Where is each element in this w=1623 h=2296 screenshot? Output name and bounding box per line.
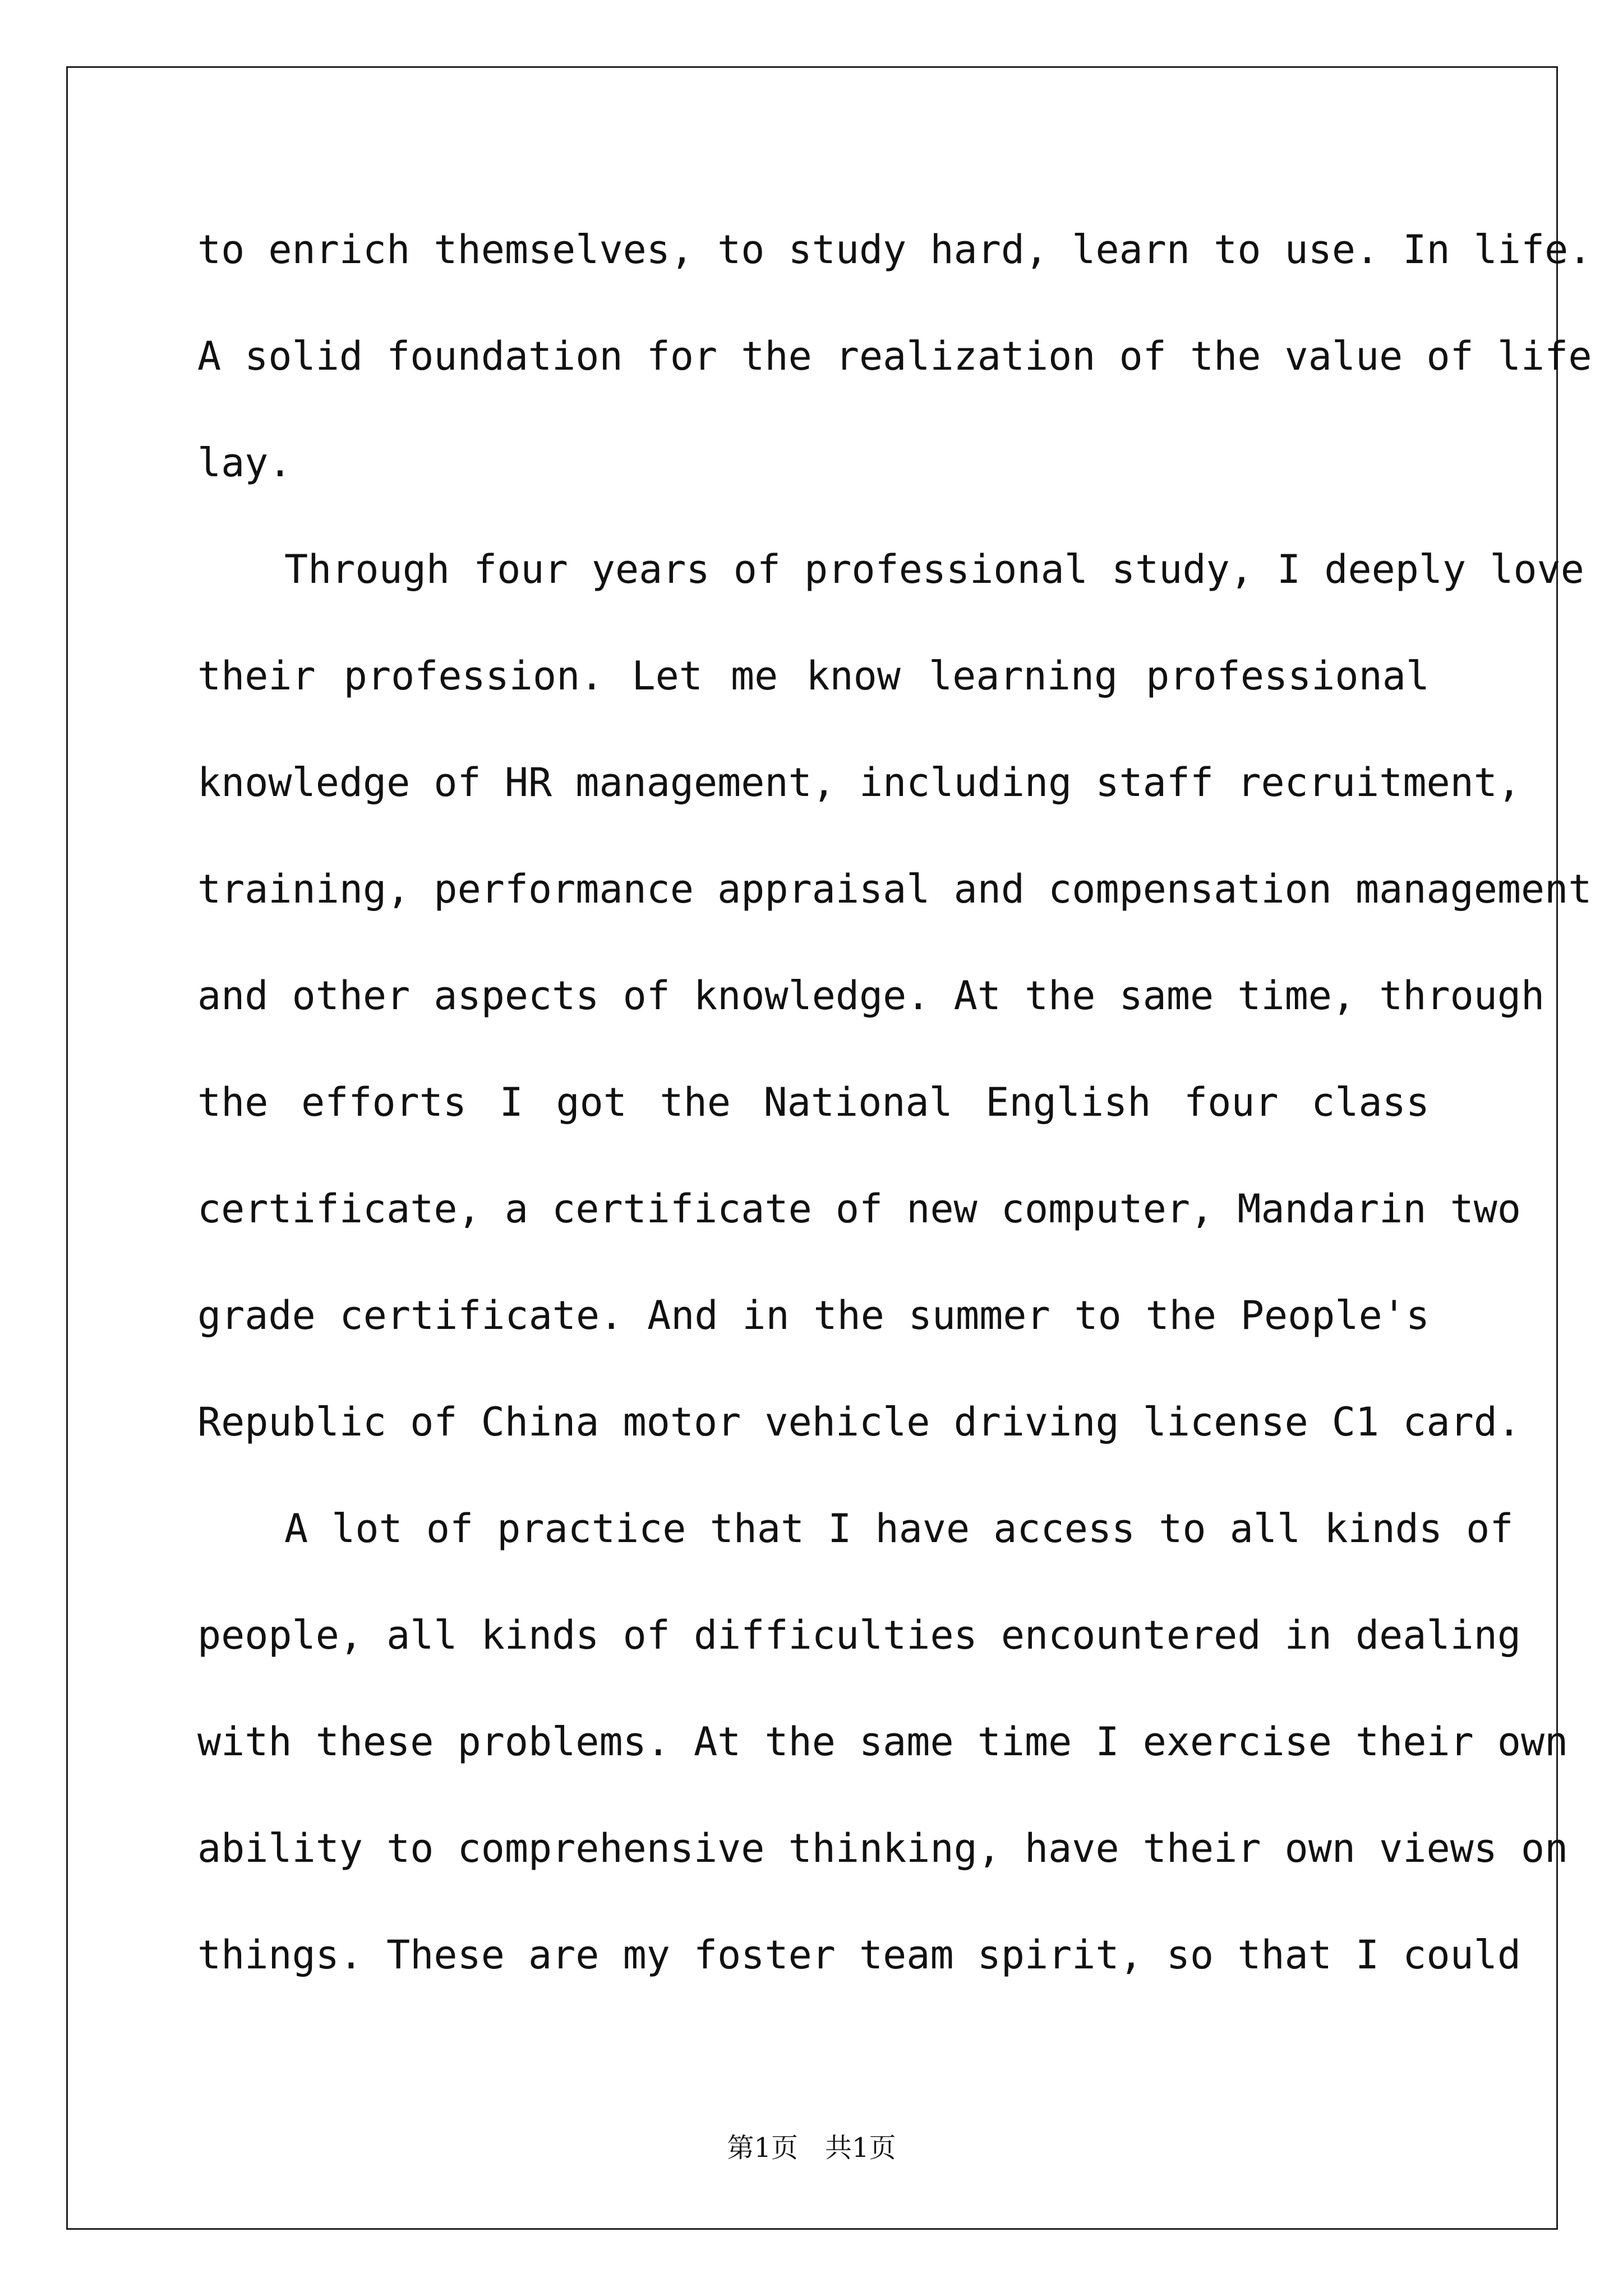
text-line: and other aspects of knowledge. At the same time, through	[197, 973, 1545, 1019]
text-line: their profession. Let me know learning professional	[197, 653, 1430, 699]
document-body	[197, 213, 1592, 2025]
text-line: Through four years of professional study, I deeply love	[284, 546, 1584, 592]
text-line: A solid foundation for the realization of the value of life	[197, 333, 1592, 379]
text-line: Republic of China motor vehicle driving license C1 card.	[197, 1399, 1521, 1445]
text-line: training, performance appraisal and compensation management	[197, 866, 1592, 912]
text-line: A lot of practice that I have access to all kinds of	[284, 1506, 1514, 1552]
text-line: with these problems. At the same time I exercise their own	[197, 1719, 1569, 1765]
text-line: to enrich themselves, to study hard, learn to use. In life.	[197, 227, 1592, 273]
text-line: things. These are my foster team spirit, so that I could	[197, 1932, 1521, 1978]
text-line: ability to comprehensive thinking, have their own views on	[197, 1825, 1569, 1871]
text-line: lay.	[197, 440, 292, 486]
text-line: grade certificate. And in the summer to the People's	[197, 1292, 1430, 1338]
text-line: the efforts I got the National English four class	[197, 1079, 1430, 1125]
text-line: knowledge of HR management, including staff recruitment,	[197, 760, 1521, 806]
text-line: people, all kinds of difficulties encountered in dealing	[197, 1612, 1521, 1658]
text-line: certificate, a certificate of new computer, Mandarin two	[197, 1186, 1521, 1232]
page-footer: 第1页 共1页	[727, 2132, 896, 2164]
